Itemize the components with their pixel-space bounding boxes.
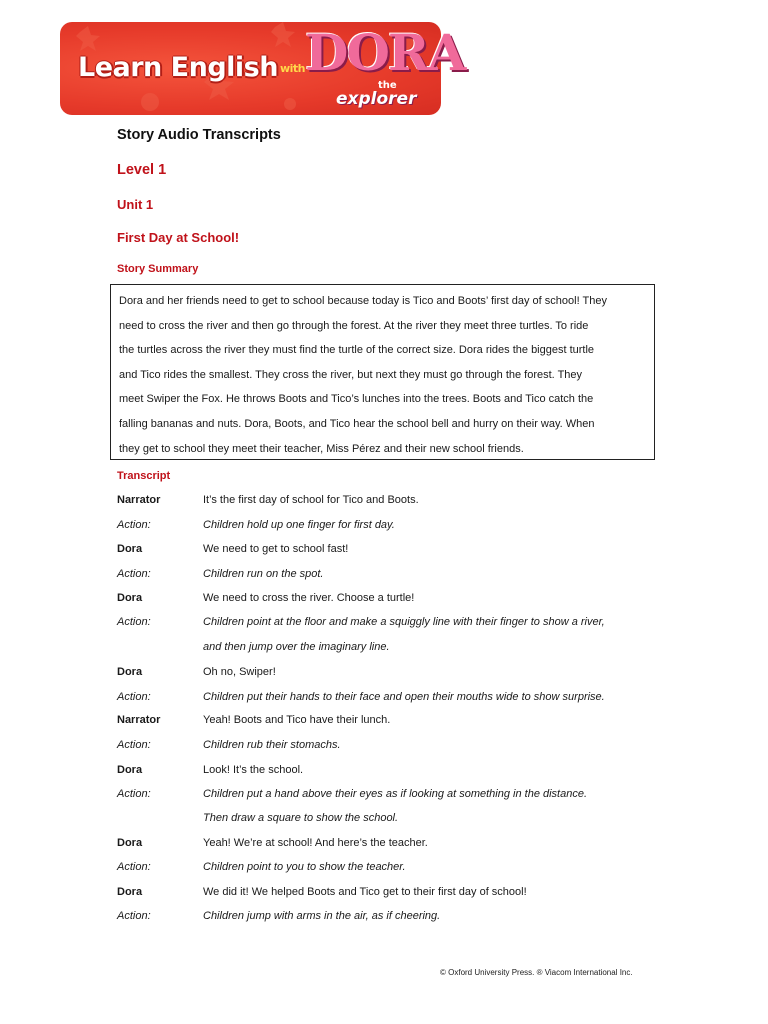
transcript-row xyxy=(117,543,677,567)
speaker-label: Dora xyxy=(117,543,143,555)
action-line: Children put their hands to their face and open their mouths wide to show surprise. xyxy=(203,691,605,703)
action-label: Action: xyxy=(117,519,151,531)
transcript-row xyxy=(117,910,677,934)
summary-line: the turtles across the river they must find the turtle of the correct size. Dora rides the biggest turtle xyxy=(119,344,595,357)
copyright-footer: © Oxford University Press. ® Viacom International Inc. xyxy=(440,968,633,977)
transcript-row xyxy=(117,616,677,640)
summary-line: and Tico rides the smallest. They cross the river, but next they must go through the forest. They xyxy=(119,368,583,381)
action-line: Children hold up one finger for first day. xyxy=(203,519,395,531)
speaker-label: Dora xyxy=(117,837,143,849)
transcript-row xyxy=(117,568,677,592)
header-banner xyxy=(60,22,465,115)
dora-logo: DORA xyxy=(305,23,465,82)
transcript-line: Yeah! We’re at school! And here’s the teacher. xyxy=(203,837,428,849)
summary-line: they get to school they meet their teacher, Miss Pérez and their new school friends. xyxy=(119,442,524,455)
transcript-row xyxy=(117,494,677,518)
transcript-row xyxy=(117,592,677,616)
transcript-label: Transcript xyxy=(117,470,171,482)
speaker-label: Dora xyxy=(117,592,143,604)
level-heading: Level 1 xyxy=(117,162,167,178)
brand-with: with xyxy=(279,62,305,75)
story-summary-box xyxy=(110,284,655,460)
transcript-line: It’s the first day of school for Tico and Boots. xyxy=(203,494,419,506)
action-line: Children point at the floor and make a squiggly line with their finger to show a river, xyxy=(203,616,605,628)
document-title: Story Audio Transcripts xyxy=(117,127,281,143)
transcript-row xyxy=(117,666,677,690)
summary-line: Dora and her friends need to get to school because today is Tico and Boots’ first day of school! They xyxy=(119,295,607,307)
summary-line: falling bananas and nuts. Dora, Boots, and Tico hear the school bell and hurry on their way. When xyxy=(119,417,595,430)
dora-logo-explorer: explorer xyxy=(336,89,417,109)
transcript-line: We did it! We helped Boots and Tico get to their first day of school! xyxy=(203,886,527,898)
action-label: Action: xyxy=(117,861,151,873)
action-line: Children jump with arms in the air, as if cheering. xyxy=(203,910,441,922)
transcript-line: Yeah! Boots and Tico have their lunch. xyxy=(203,714,391,726)
action-line: Children run on the spot. xyxy=(203,568,324,580)
action-label: Action: xyxy=(117,616,151,628)
speaker-label: Narrator xyxy=(117,714,161,726)
speaker-label: Narrator xyxy=(117,494,161,506)
transcript-row xyxy=(117,837,677,861)
summary-line: meet Swiper the Fox. He throws Boots and Tico’s lunches into the trees. Boots and Tico catch the xyxy=(119,393,594,406)
action-line: and then jump over the imaginary line. xyxy=(203,641,390,653)
transcript-line: We need to get to school fast! xyxy=(203,543,349,555)
action-line: Children point to you to show the teacher. xyxy=(203,861,406,873)
speaker-label: Dora xyxy=(117,666,143,678)
brand-title xyxy=(78,52,305,83)
transcript-row xyxy=(117,641,677,665)
transcript-line: We need to cross the river. Choose a turtle! xyxy=(203,592,415,604)
transcript-row xyxy=(117,764,677,788)
transcript-row xyxy=(117,739,677,763)
dora-logo-the: the xyxy=(378,80,397,91)
action-line: Then draw a square to show the school. xyxy=(203,812,399,824)
brand-text: Learn English xyxy=(78,52,278,83)
action-label: Action: xyxy=(117,910,151,922)
summary-label: Story Summary xyxy=(117,263,199,275)
transcript-line: Look! It’s the school. xyxy=(203,764,304,776)
speaker-label: Dora xyxy=(117,764,143,776)
transcript-line: Oh no, Swiper! xyxy=(203,666,276,678)
action-label: Action: xyxy=(117,691,151,703)
transcript-row xyxy=(117,788,677,812)
summary-line: need to cross the river and then go through the forest. At the river they meet three turtles. To ride xyxy=(119,319,589,332)
action-line: Children rub their stomachs. xyxy=(203,739,341,751)
unit-heading: Unit 1 xyxy=(117,197,154,212)
speaker-label: Dora xyxy=(117,886,143,898)
transcript-row xyxy=(117,861,677,885)
action-line: Children put a hand above their eyes as if looking at something in the distance. xyxy=(203,788,588,800)
transcript-row xyxy=(117,812,677,836)
story-title: First Day at School! xyxy=(117,230,240,245)
transcript-row xyxy=(117,691,677,715)
action-label: Action: xyxy=(117,739,151,751)
transcript-row xyxy=(117,519,677,543)
action-label: Action: xyxy=(117,788,151,800)
transcript-row xyxy=(117,714,677,738)
transcript-row xyxy=(117,886,677,910)
action-label: Action: xyxy=(117,568,151,580)
